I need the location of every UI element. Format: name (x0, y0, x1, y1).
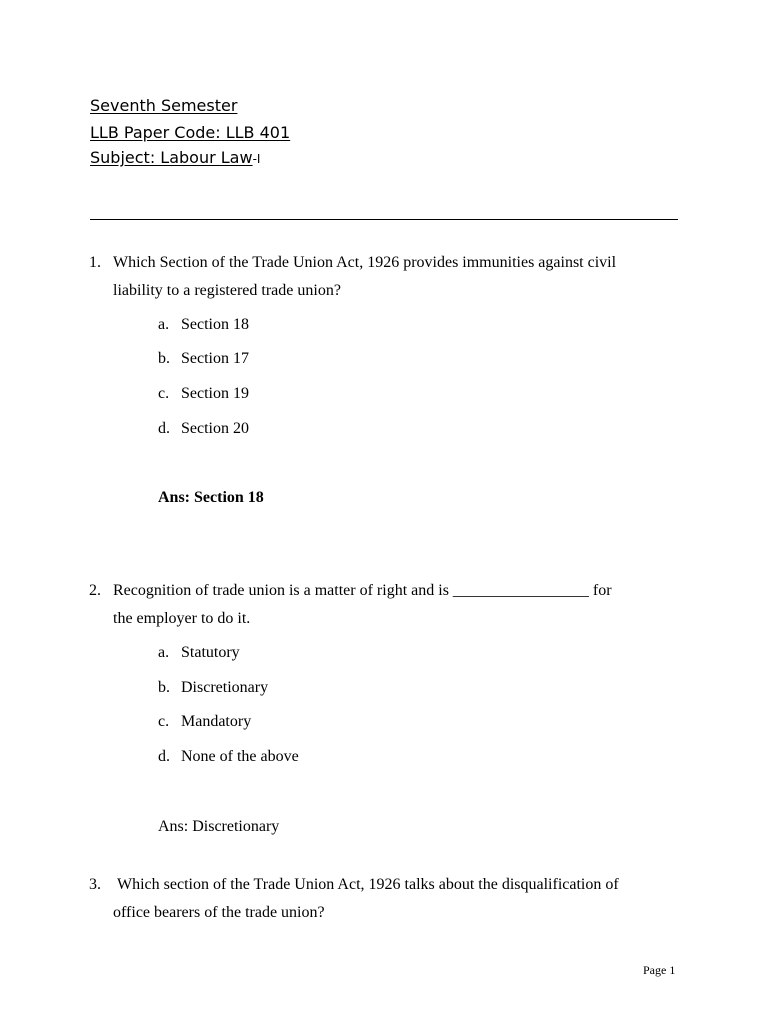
question-1-option-b: Section 17 (181, 350, 249, 367)
question-2-option-d-letter: d. (158, 748, 170, 765)
header-divider (90, 219, 678, 220)
question-1-option-a: Section 18 (181, 316, 249, 333)
question-2-option-b-letter: b. (158, 679, 170, 696)
question-2-text-line-1: Recognition of trade union is a matter of right and is _________________ for (113, 582, 612, 599)
question-1-option-a-letter: a. (158, 316, 170, 333)
question-2-option-c-letter: c. (158, 713, 170, 730)
question-1-option-b-letter: b. (158, 350, 170, 367)
question-2-answer: Ans: Discretionary (158, 818, 280, 835)
question-2-number: 2. (89, 582, 101, 599)
paper-code-text: LLB Paper Code: LLB 401 (90, 123, 291, 142)
question-1-number: 1. (89, 254, 101, 271)
question-1-option-c: Section 19 (181, 385, 249, 402)
question-3-text-line-1: Which section of the Trade Union Act, 1926 talks about the disqualification of (117, 876, 619, 893)
question-1-text-line-1: Which Section of the Trade Union Act, 1926 provides immunities against civil (113, 254, 617, 271)
question-3-number: 3. (89, 876, 101, 893)
question-1-option-c-letter: c. (158, 385, 170, 402)
question-2-option-c: Mandatory (181, 713, 252, 730)
question-2-option-b: Discretionary (181, 679, 269, 696)
question-2-option-a-letter: a. (158, 644, 170, 661)
page-number: Page 1 (643, 963, 676, 977)
question-3-text-line-2: office bearers of the trade union? (113, 904, 325, 921)
question-2-text-line-2: the employer to do it. (113, 610, 251, 627)
subject-suffix: -I (252, 152, 261, 166)
subject-text: Subject: Labour Law (90, 148, 253, 167)
question-1-answer: Ans: Section 18 (158, 489, 264, 506)
paper-code-heading (90, 121, 290, 145)
question-2-option-d: None of the above (181, 748, 299, 765)
question-1-text-line-2: liability to a registered trade union? (113, 282, 341, 299)
question-1-option-d: Section 20 (181, 420, 249, 437)
semester-heading (90, 94, 237, 118)
question-2-option-a: Statutory (181, 644, 240, 661)
subject-heading (90, 146, 260, 171)
semester-text: Seventh Semester (90, 96, 238, 115)
question-1-option-d-letter: d. (158, 420, 170, 437)
